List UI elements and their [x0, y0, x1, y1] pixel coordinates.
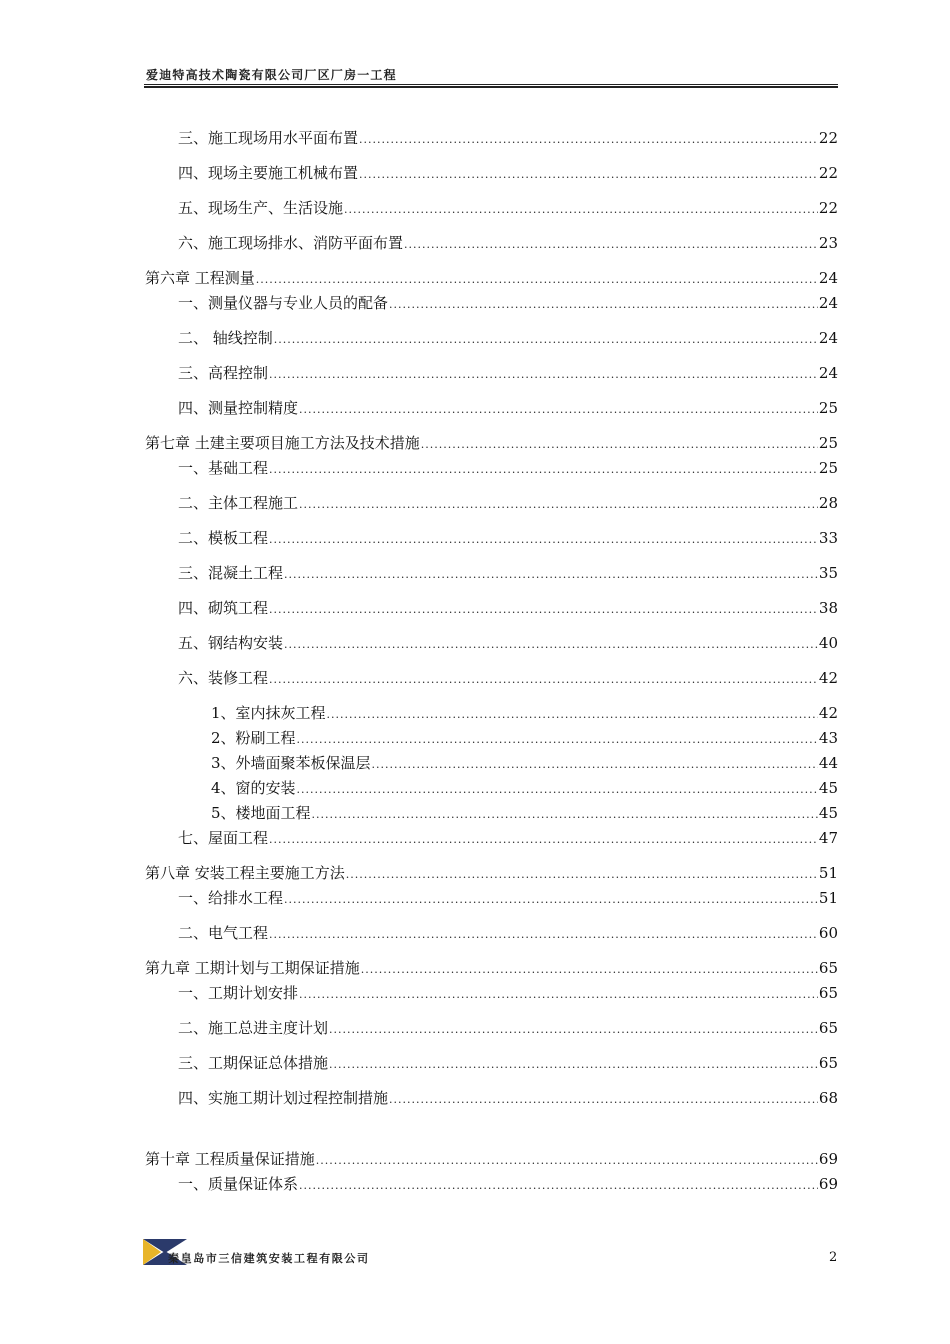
toc-entry-title: 一、基础工程 — [178, 459, 269, 477]
toc-entry[interactable] — [178, 529, 838, 549]
toc-leader-dots — [312, 806, 818, 824]
toc-entry-title: 五、现场生产、生活设施 — [178, 199, 344, 217]
toc-entry-title: 四、测量控制精度 — [178, 399, 299, 417]
toc-entry-title: 2、粉刷工程 — [211, 729, 296, 747]
toc-entry[interactable] — [178, 564, 838, 584]
toc-chapter[interactable] — [145, 959, 838, 979]
toc-chapter[interactable] — [145, 1150, 838, 1170]
toc-page-number: 42 — [818, 704, 838, 722]
toc-leader-dots — [269, 831, 818, 849]
toc-entry-title: 三、工期保证总体措施 — [178, 1054, 329, 1072]
toc-page-number: 65 — [818, 959, 838, 977]
toc-page-number: 25 — [818, 459, 838, 477]
toc-entry-title: 四、现场主要施工机械布置 — [178, 164, 359, 182]
toc-chapter[interactable] — [145, 434, 838, 454]
toc-entry-title: 二、主体工程施工 — [178, 494, 299, 512]
toc-subentry[interactable] — [211, 779, 838, 799]
toc-page-number: 23 — [818, 234, 838, 252]
toc-page-number: 22 — [818, 164, 838, 182]
toc-page-number: 51 — [818, 889, 838, 907]
toc-leader-dots — [299, 986, 818, 1004]
toc-page-number: 45 — [818, 804, 838, 822]
toc-subentry[interactable] — [211, 729, 838, 749]
toc-leader-dots — [329, 1021, 818, 1039]
toc-page-number: 38 — [818, 599, 838, 617]
toc-leader-dots — [269, 926, 818, 944]
toc-entry[interactable] — [178, 599, 838, 619]
toc-entry-title: 一、质量保证体系 — [178, 1175, 299, 1193]
toc-leader-dots — [299, 401, 818, 419]
toc-leader-dots — [284, 636, 818, 654]
toc-page-number: 22 — [818, 129, 838, 147]
toc-page-number: 22 — [818, 199, 838, 217]
toc-entry-title: 六、装修工程 — [178, 669, 269, 687]
toc-page-number: 60 — [818, 924, 838, 942]
toc-page-number: 24 — [818, 364, 838, 382]
toc-entry[interactable] — [178, 294, 838, 314]
toc-subentry[interactable] — [211, 704, 838, 724]
toc-entry-title: 三、施工现场用水平面布置 — [178, 129, 359, 147]
toc-entry-title: 第八章 安装工程主要施工方法 — [145, 864, 345, 882]
toc-entry-title: 3、外墙面聚苯板保温层 — [211, 754, 371, 772]
toc-leader-dots — [372, 756, 818, 774]
toc-leader-dots — [284, 566, 818, 584]
toc-page-number: 35 — [818, 564, 838, 582]
toc-entry-title: 二、模板工程 — [178, 529, 269, 547]
toc-leader-dots — [344, 201, 818, 219]
toc-entry-title: 一、测量仪器与专业人员的配备 — [178, 294, 389, 312]
page-number: 2 — [829, 1250, 838, 1265]
toc-entry[interactable] — [178, 329, 838, 349]
toc-entry-title: 四、砌筑工程 — [178, 599, 269, 617]
toc-leader-dots — [421, 436, 818, 454]
toc-entry-title: 1、室内抹灰工程 — [211, 704, 326, 722]
toc-entry[interactable] — [178, 634, 838, 654]
toc-page-number: 45 — [818, 779, 838, 797]
toc-page-number: 33 — [818, 529, 838, 547]
toc-subentry[interactable] — [211, 754, 838, 774]
toc-entry[interactable] — [178, 399, 838, 419]
toc-leader-dots — [404, 236, 818, 254]
toc-leader-dots — [316, 1152, 818, 1170]
toc-chapter[interactable] — [145, 864, 838, 884]
toc-leader-dots — [359, 166, 818, 184]
toc-entry-title: 三、混凝土工程 — [178, 564, 284, 582]
toc-page-number: 51 — [818, 864, 838, 882]
toc-leader-dots — [284, 891, 818, 909]
toc-entry[interactable] — [178, 1019, 838, 1039]
toc-leader-dots — [297, 731, 818, 749]
toc-page-number: 25 — [818, 434, 838, 452]
toc-page-number: 68 — [818, 1089, 838, 1107]
toc-entry[interactable] — [178, 984, 838, 1004]
toc-leader-dots — [389, 1091, 818, 1109]
toc-leader-dots — [299, 496, 818, 514]
toc-entry-title: 5、楼地面工程 — [211, 804, 311, 822]
toc-entry-title: 第九章 工期计划与工期保证措施 — [145, 959, 360, 977]
toc-page-number: 28 — [818, 494, 838, 512]
toc-entry-title: 二、施工总进主度计划 — [178, 1019, 329, 1037]
toc-entry-title: 七、屋面工程 — [178, 829, 269, 847]
toc-leader-dots — [269, 366, 818, 384]
toc-entry[interactable] — [178, 889, 838, 909]
toc-entry-title: 二、 轴线控制 — [178, 329, 273, 347]
toc-chapter[interactable] — [145, 269, 838, 289]
toc-leader-dots — [256, 271, 818, 289]
toc-page-number: 65 — [818, 1054, 838, 1072]
toc-page-number: 24 — [818, 329, 838, 347]
toc-leader-dots — [269, 601, 818, 619]
toc-subentry[interactable] — [211, 804, 838, 824]
header-title: 爱迪特高技术陶瓷有限公司厂区厂房一工程 — [146, 68, 397, 82]
toc-page-number: 40 — [818, 634, 838, 652]
toc-entry-title: 一、工期计划安排 — [178, 984, 299, 1002]
toc-entry-title: 一、给排水工程 — [178, 889, 284, 907]
toc-page-number: 25 — [818, 399, 838, 417]
toc-entry-title: 四、实施工期计划过程控制措施 — [178, 1089, 389, 1107]
toc-leader-dots — [299, 1177, 818, 1195]
toc-entry-title: 二、电气工程 — [178, 924, 269, 942]
toc-entry[interactable] — [178, 364, 838, 384]
toc-entry[interactable] — [178, 164, 838, 184]
toc-entry[interactable] — [178, 1054, 838, 1074]
toc-leader-dots — [269, 461, 818, 479]
toc-page-number: 65 — [818, 1019, 838, 1037]
toc-page-number: 24 — [818, 269, 838, 287]
toc-leader-dots — [389, 296, 818, 314]
toc-entry-title: 第七章 土建主要项目施工方法及技术措施 — [145, 434, 420, 452]
toc-entry-title: 第六章 工程测量 — [145, 269, 255, 287]
toc-page-number: 44 — [818, 754, 838, 772]
footer-company-name: 秦皇岛市三信建筑安装工程有限公司 — [168, 1252, 370, 1265]
toc-entry[interactable] — [178, 924, 838, 944]
toc-entry[interactable] — [178, 494, 838, 514]
toc-leader-dots — [274, 331, 818, 349]
toc-page-number: 65 — [818, 984, 838, 1002]
toc-leader-dots — [346, 866, 818, 884]
toc-entry[interactable] — [178, 199, 838, 219]
toc-leader-dots — [269, 671, 818, 689]
toc-leader-dots — [329, 1056, 818, 1074]
toc-page-number: 42 — [818, 669, 838, 687]
toc-leader-dots — [359, 131, 818, 149]
toc-entry[interactable] — [178, 829, 838, 849]
toc-entry[interactable] — [178, 234, 838, 254]
toc-entry[interactable] — [178, 129, 838, 149]
toc-leader-dots — [361, 961, 818, 979]
toc-page-number: 43 — [818, 729, 838, 747]
toc-entry[interactable] — [178, 459, 838, 479]
toc-entry-title: 五、钢结构安装 — [178, 634, 284, 652]
toc-entry-title: 4、窗的安装 — [211, 779, 296, 797]
toc-page-number: 47 — [818, 829, 838, 847]
toc-entry[interactable] — [178, 669, 838, 689]
toc-entry-title: 六、施工现场排水、消防平面布置 — [178, 234, 404, 252]
toc-entry[interactable] — [178, 1175, 838, 1195]
toc-entry-title: 第十章 工程质量保证措施 — [145, 1150, 315, 1168]
toc-entry[interactable] — [178, 1089, 838, 1109]
toc-page-number: 69 — [818, 1175, 838, 1193]
toc-page-number: 24 — [818, 294, 838, 312]
toc-entry-title: 三、高程控制 — [178, 364, 269, 382]
toc-page-number: 69 — [818, 1150, 838, 1168]
toc-leader-dots — [327, 706, 818, 724]
toc-leader-dots — [269, 531, 818, 549]
toc-leader-dots — [297, 781, 818, 799]
